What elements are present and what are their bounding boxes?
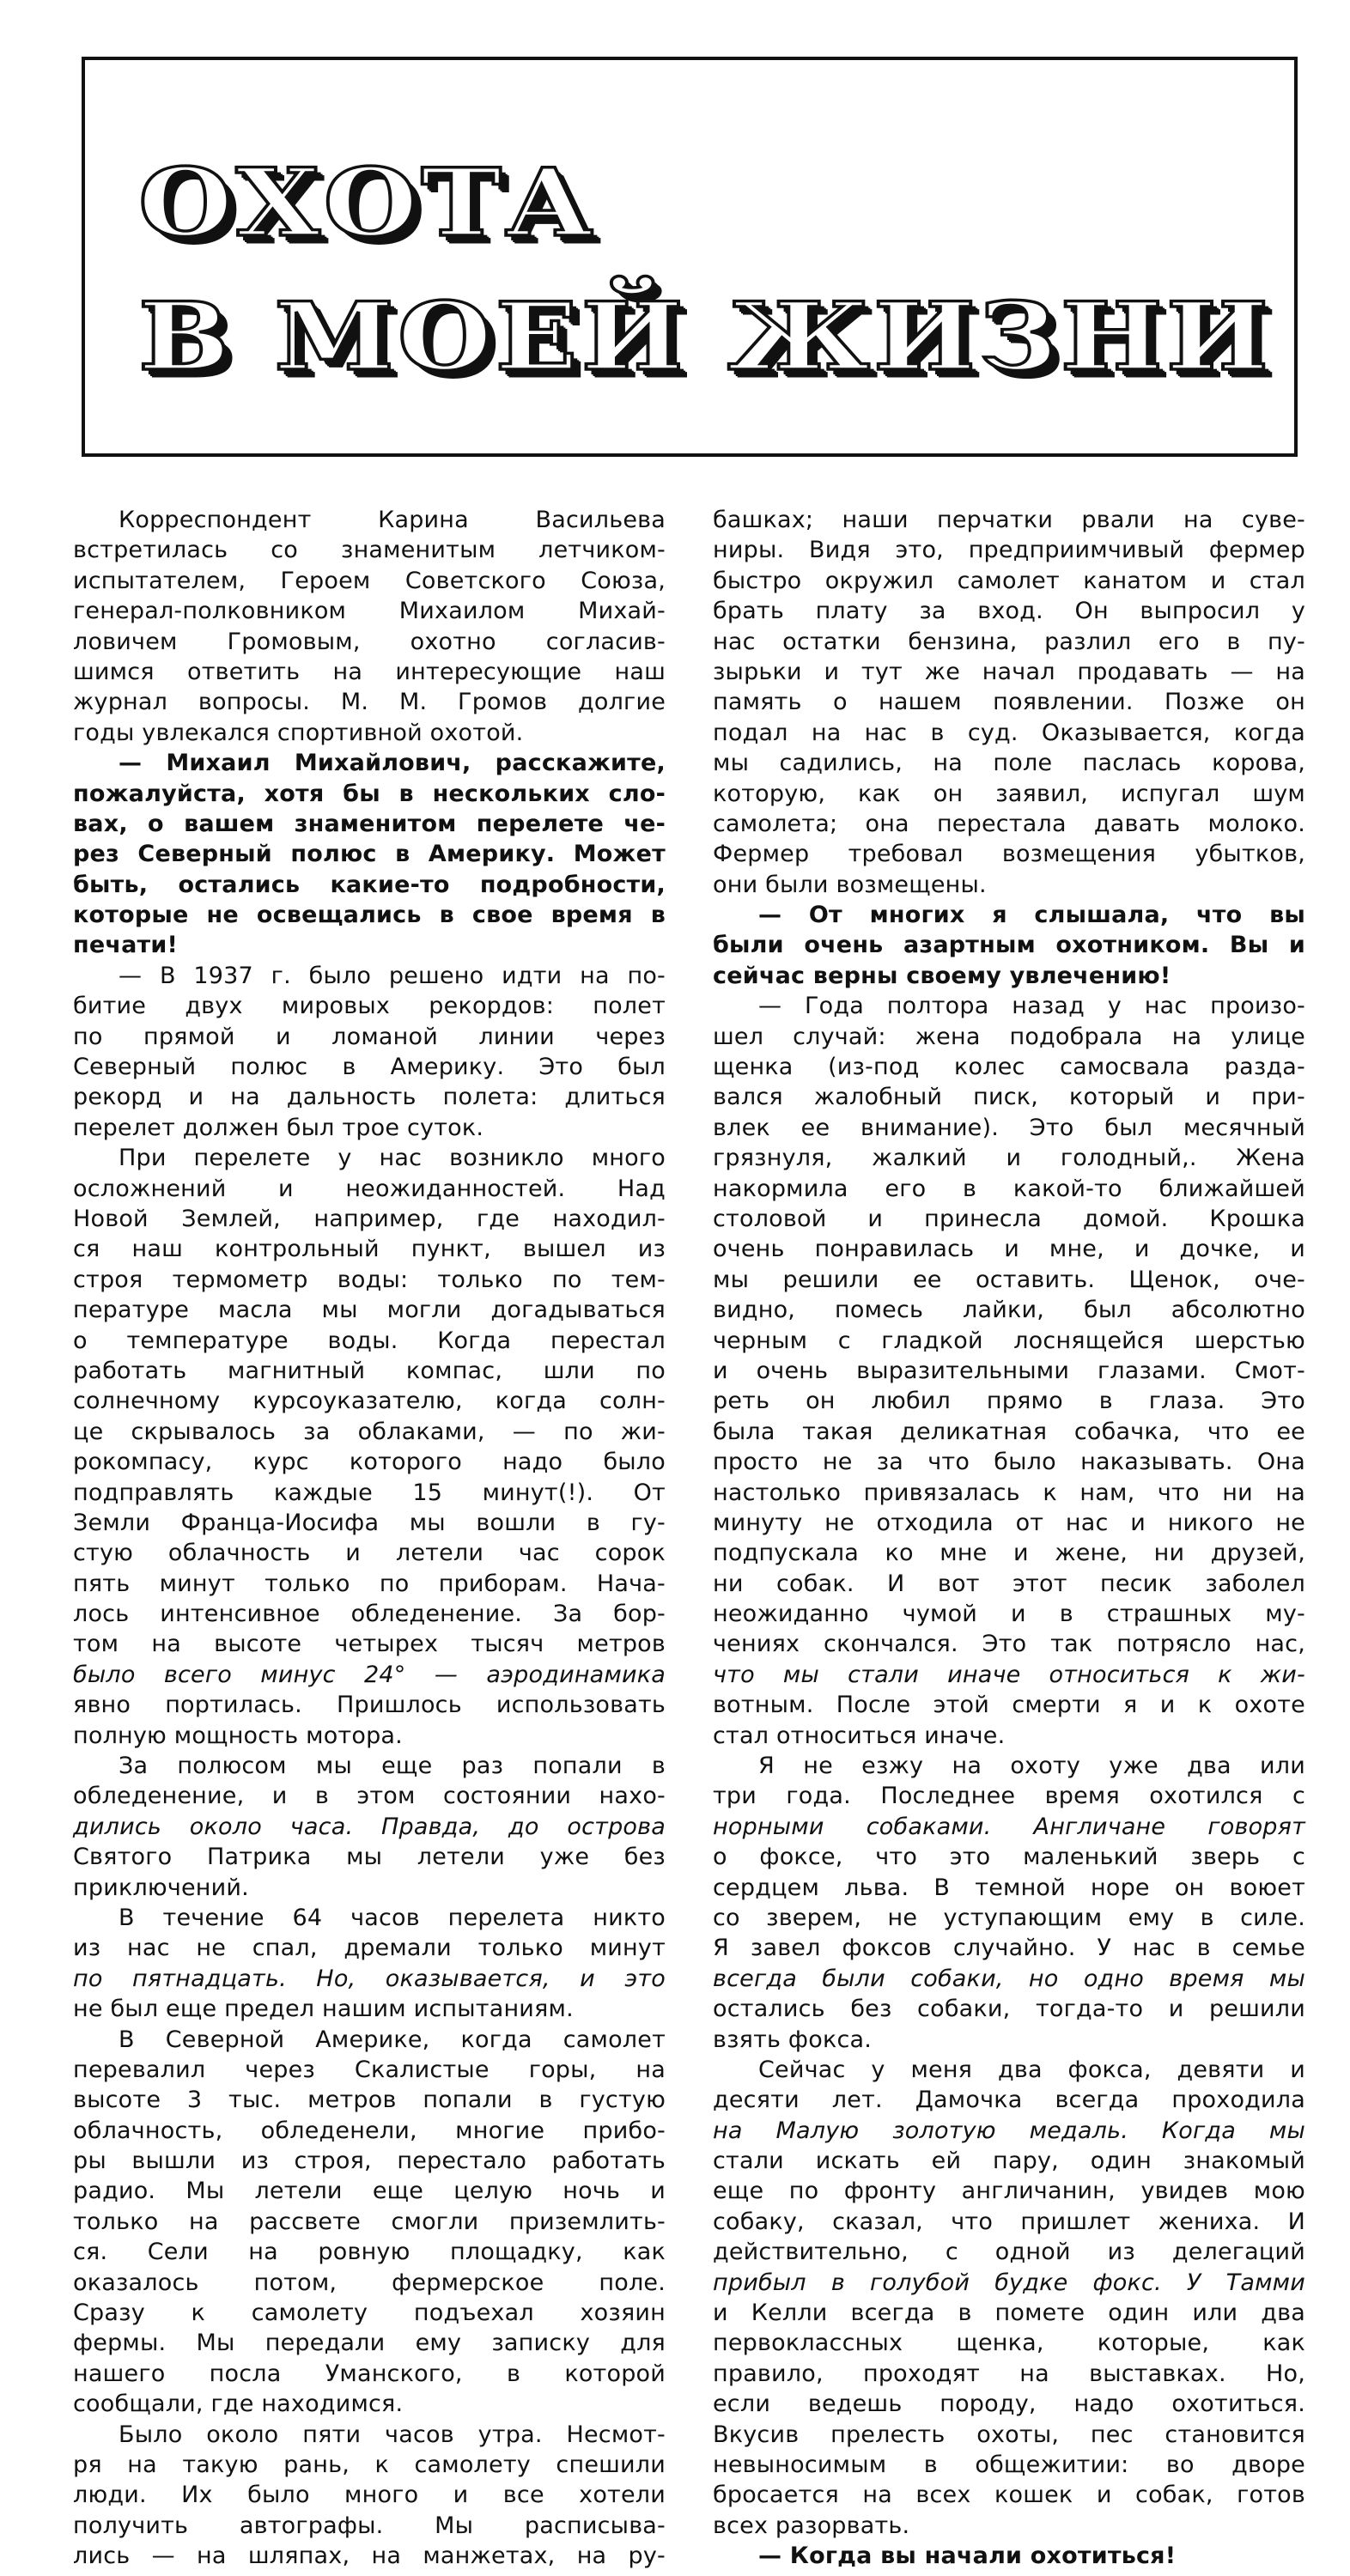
article-text-line: реть он любил прямо в глаза. Это [713,1388,1305,1415]
article-text-line: правило, проходят на выставках. Но, [713,2360,1305,2387]
article-text-line: битие двух мировых рекордов: полет [73,993,666,1020]
interview-question-line: печати! [73,932,179,959]
article-text-line: Я завел фоксов случайно. У нас в семье [713,1935,1305,1962]
article-text-line: — В 1937 г. было решено идти на по- [119,962,666,989]
article-text-line: вотным. После этой смерти я и к охоте [713,1692,1305,1719]
article-text-line: очень понравилась и мне, и дочке, и [713,1236,1305,1263]
article-text-line: ниры. Видя это, предприимчивый фермер [713,537,1305,564]
article-text-line: стал относиться иначе. [713,1722,1006,1749]
interview-question-line: пожалуйста, хотя бы в нескольких сло- [73,780,666,807]
article-text-line: лось интенсивное обледенение. За бор- [73,1601,666,1628]
article-text-line: рокомпасу, курс которого надо было [73,1449,666,1476]
article-text-line: грязнуля, жалкий и голодный,. Жена [713,1145,1305,1172]
article-text-line: десяти лет. Дамочка всегда проходила [713,2087,1305,2114]
article-text-line: сообщали, где находимся. [73,2391,404,2418]
article-text-line: Северный полюс в Америку. Это был [73,1054,666,1081]
article-text-line: они были возмещены. [713,871,987,898]
article-text-line: Земли Франца-Иосифа мы вошли в гу- [73,1509,666,1536]
interview-question-line: были очень азартным охотником. Вы и [713,932,1305,959]
title-frame [82,57,1298,457]
article-text-line: нас остатки бензина, разлил его в пу- [713,628,1305,655]
article-text-line: получить автографы. Мы расписыва- [73,2512,666,2539]
article-text-line: Я не езжу на охоту уже два или [758,1753,1305,1780]
article-text-line: солнечному курсоуказателю, когда солн- [73,1388,666,1415]
article-text-line: черным с гладкой лоснящейся шерстью [713,1327,1305,1354]
article-text-line: — Года полтора назад у нас произо- [758,993,1305,1020]
article-text-line: ловичем Громовым, охотно согласив- [73,628,666,655]
article-text-line: Сейчас у меня два фокса, девяти и [758,2056,1305,2083]
article-text-line: лись — на шляпах, на манжетах, на ру- [73,2543,666,2570]
article-text-line: пературе масла мы могли догадываться [73,1297,666,1324]
article-text-line: подправлять каждые 15 минут(!). От [73,1479,666,1506]
article-text-line: подал на нас в суд. Оказывается, когда [713,719,1305,746]
article-text-line: самолета; она перестала давать молоко. [713,810,1305,837]
article-text-line: Было около пяти часов утра. Несмот- [119,2421,666,2448]
article-text-line: ря на такую рань, к самолету спешили [73,2451,666,2478]
article-text-line: прибыл в голубой будке фокс. У Тамми [713,2269,1305,2296]
article-text-line: стали искать ей пару, один знакомый [713,2148,1305,2175]
article-text-line: видно, помесь лайки, был абсолютно [713,1297,1305,1324]
article-text-line: обледенение, и в этом состоянии нахо- [73,1783,666,1810]
article-text-line: всех разорвать. [713,2512,910,2539]
article-text-line: о температуре воды. Когда перестал [73,1327,666,1354]
article-text-line: о фоксе, что это маленький зверь с [713,1844,1305,1871]
article-text-line: действительно, с одной из делегаций [713,2239,1305,2266]
interview-question-line: — От многих я слышала, что вы [758,902,1305,929]
article-text-line: осложнений и неожиданностей. Над [73,1175,666,1202]
article-text-line: том на высоте четырех тысяч метров [73,1631,666,1658]
article-text-line: брать плату за вход. Он выпросил у [713,598,1305,625]
article-text-line: явно портилась. Пришлось использовать [73,1692,666,1719]
article-text-line: по прямой и ломаной линии через [73,1023,666,1050]
article-text-line: по пятнадцать. Но, оказывается, и это [73,1965,666,1992]
article-text-line: пять минут только по приборам. Нача- [73,1570,666,1597]
article-column-right [713,505,1305,2572]
article-text-line: облачность, обледенели, многие прибо- [73,2117,666,2144]
article-text-line: шел случай: жена подобрала на улице [713,1023,1305,1050]
article-text-line: вался жалобный писк, который и при- [713,1084,1305,1111]
article-text-line: остались без собаки, тогда-то и решили [713,1996,1305,2023]
article-text-line: рекорд и на дальность полета: длиться [73,1084,666,1111]
article-text-line: высоте 3 тыс. метров попали в густую [73,2087,666,2114]
article-text-line: це скрывалось за облаками, — по жи- [73,1418,666,1445]
article-text-line: ся наш контрольный пункт, вышел из [73,1236,666,1263]
article-text-line: испытателем, Героем Советского Союза, [73,567,666,594]
article-text-line: мы решили ее оставить. Щенок, оче- [713,1266,1305,1293]
article-text-line: три года. Последнее время охотился с [713,1783,1305,1810]
article-text-line: что мы стали иначе относиться к жи- [713,1661,1305,1688]
article-text-line: башках; наши перчатки рвали на суве- [713,507,1305,533]
article-text-line: чениях скончался. Это так потрясло нас, [713,1631,1305,1658]
article-text-line: первоклассных щенка, которые, как [713,2330,1305,2357]
article-text-line: неожиданно чумой и в страшных му- [713,1601,1305,1628]
article-text-line: влек ее внимание). Это был месячный [713,1114,1305,1141]
article-text-line: была такая деликатная собачка, что ее [713,1418,1305,1445]
article-text-line: минуту не отходила от нас и никого не [713,1509,1305,1536]
article-text-line: шимся ответить на интересующие наш [73,658,666,685]
article-text-line: из нас не спал, дремали только минут [73,1935,666,1962]
interview-question-line: — Когда вы начали охотиться! [758,2543,1177,2570]
article-text-line: настолько привязалась к нам, что ни на [713,1479,1305,1506]
interview-question-line: рез Северный полюс в Америку. Может [73,841,666,868]
article-title-line-2: В МОЕЙ ЖИЗНИ [138,282,1272,392]
article-text-line: В течение 64 часов перелета никто [119,1904,666,1931]
article-text-line: ры вышли из строя, перестало работать [73,2148,666,2175]
article-text-line: подпускала ко мне и жене, ни друзей, [713,1540,1305,1567]
article-text-line: на Малую золотую медаль. Когда мы [713,2117,1305,2144]
article-text-line: стую облачность и летели час сорок [73,1540,666,1567]
article-text-line: встретилась со знаменитым летчиком- [73,537,666,564]
article-text-line: дились около часа. Правда, до острова [73,1813,666,1840]
article-text-line: В Северной Америке, когда самолет [119,2026,666,2053]
article-text-line: было всего минус 24° — аэродинамика [73,1661,666,1688]
article-text-line: ни собак. И вот этот песик заболел [713,1570,1305,1597]
article-text-line: строя термометр воды: только по тем- [73,1266,666,1293]
article-text-line: собаку, сказал, что пришлет жениха. И [713,2208,1305,2235]
article-text-line: журнал вопросы. М. М. Громов долгие [73,689,666,716]
article-text-line: и очень выразительными глазами. Смот- [713,1357,1305,1384]
article-text-line: память о нашем появлении. Позже он [713,689,1305,716]
article-text-line: радио. Мы летели еще целую ночь и [73,2178,666,2205]
interview-question-line: быть, остались какие-то подробности, [73,871,666,898]
article-text-line: невыносимым в общежитии: во дворе [713,2451,1305,2478]
article-column-left [73,505,666,2572]
article-text-line: Новой Землей, например, где находил- [73,1205,666,1232]
article-text-line: Фермер требовал возмещения убытков, [713,841,1305,868]
article-text-line: перевалил через Скалистые горы, на [73,2056,666,2083]
article-text-line: работать магнитный компас, шли по [73,1357,666,1384]
article-text-line: взять фокса. [713,2026,873,2053]
article-text-line: щенка (из-под колес самосвала разда- [713,1054,1305,1081]
interview-question-line: которые не освещались в свое время в [73,902,666,929]
interview-question-line: вах, о вашем знаменитом перелете че- [73,810,666,837]
article-text-line: со зверем, не уступающим ему в силе. [713,1904,1305,1931]
article-text-line: Вкусив прелесть охоты, пес становится [713,2421,1305,2448]
article-text-line: При перелете у нас возникло много [119,1145,666,1172]
article-text-line: полную мощность мотора. [73,1722,403,1749]
article-text-line: генерал-полковником Михаилом Михай- [73,598,666,625]
article-text-line: столовой и принесла домой. Крошка [713,1205,1305,1232]
article-text-line: годы увлекался спортивной охотой. [73,719,524,746]
article-text-line: приключений. [73,1874,249,1901]
article-text-line: оказалось потом, фермерское поле. [73,2269,666,2296]
article-text-line: люди. Их было много и все хотели [73,2482,666,2509]
article-text-line: быстро окружил самолет канатом и стал [713,567,1305,594]
article-text-line: мы садились, на поле паслась корова, [713,750,1305,777]
article-text-line: только на рассвете смогли приземлить- [73,2208,666,2235]
article-text-line: зырьки и тут же начал продавать — на [713,658,1305,685]
article-text-line: накормила его в какой-то ближайшей [713,1175,1305,1202]
article-text-line: Корреспондент Карина Васильева [119,507,666,533]
article-text-line: фермы. Мы передали ему записку для [73,2330,666,2357]
article-text-line: просто не за что было наказывать. Она [713,1449,1305,1476]
article-text-line: За полюсом мы еще раз попали в [119,1753,666,1780]
article-text-line: еще по фронту англичанин, увидев мою [713,2178,1305,2205]
article-text-line: норными собаками. Англичане говорят [713,1813,1305,1840]
interview-question-line: — Михаил Михайлович, расскажите, [119,750,666,777]
article-title-line-1: ОХОТА [138,148,597,258]
article-text-line: если ведешь породу, надо охотиться. [713,2391,1305,2418]
article-text-line: нашего посла Уманского, в которой [73,2360,666,2387]
interview-question-line: сейчас верны своему увлечению! [713,962,1171,989]
article-text-line: не был еще предел нашим испытаниям. [73,1996,574,2023]
article-text-line: всегда были собаки, но одно время мы [713,1965,1305,1992]
article-text-line: бросается на всех кошек и собак, готов [713,2482,1305,2509]
article-text-line: ся. Сели на ровную площадку, как [73,2239,666,2266]
article-text-line: Сразу к самолету подъехал хозяин [73,2300,666,2327]
article-text-line: Святого Патрика мы летели уже без [73,1844,666,1871]
article-text-line: которую, как он заявил, испугал шум [713,780,1305,807]
article-text-line: перелет должен был трое суток. [73,1114,484,1141]
article-text-line: и Келли всегда в помете один или два [713,2300,1305,2327]
article-text-line: сердцем льва. В темной норе он воюет [713,1874,1305,1901]
